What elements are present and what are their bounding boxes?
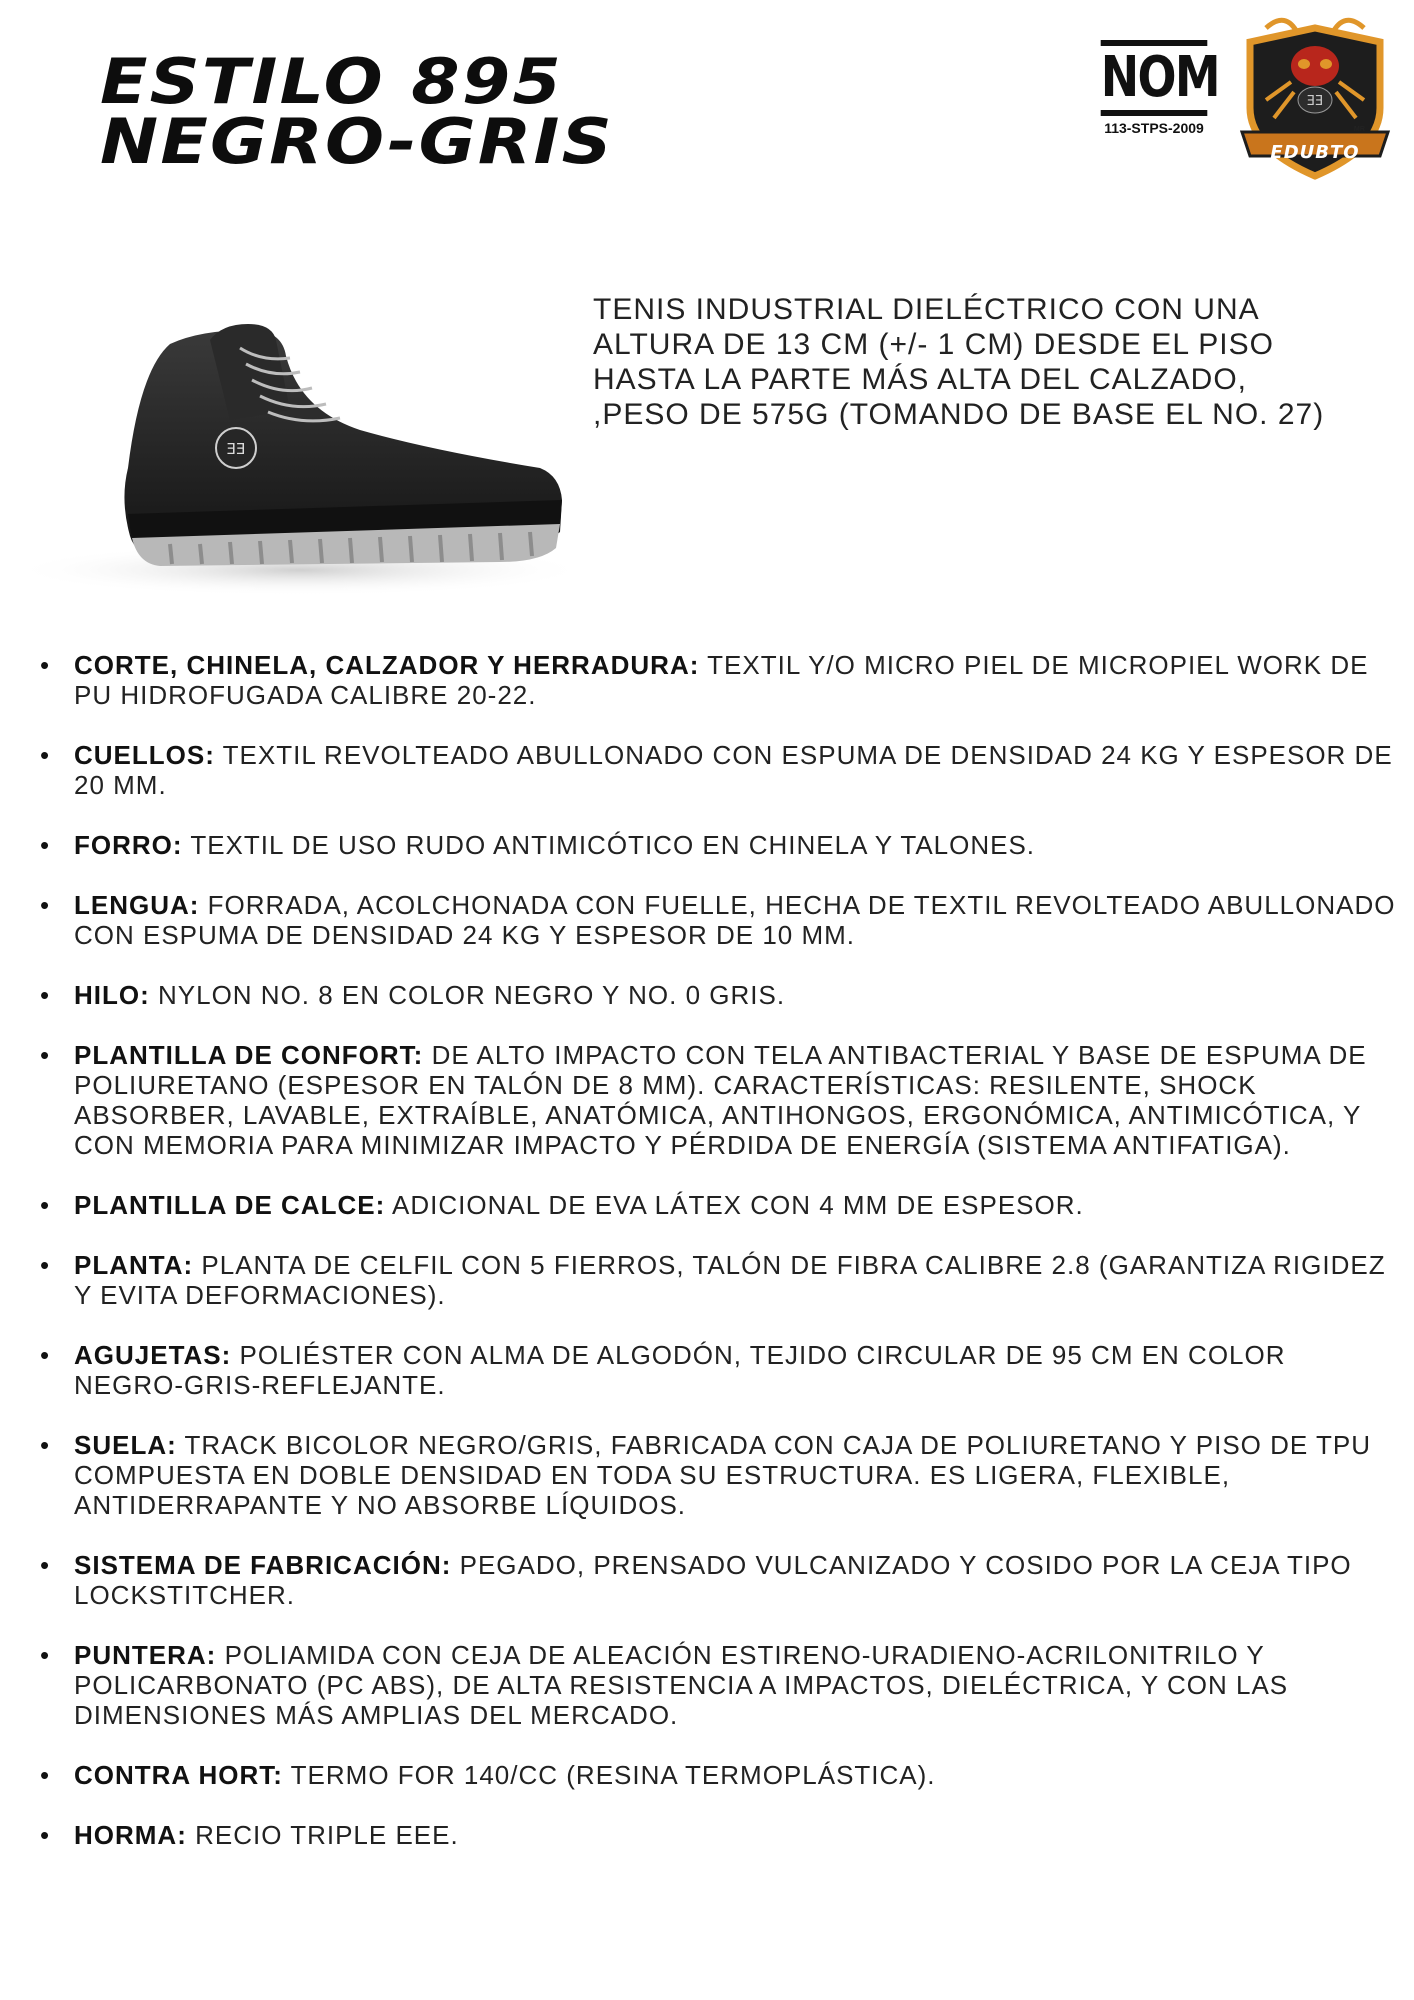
spec-label: SUELA: — [74, 1430, 177, 1460]
spec-list — [36, 650, 1396, 1880]
spec-item — [36, 1550, 1396, 1610]
spec-text: ADICIONAL DE EVA LÁTEX CON 4 MM DE ESPESOR. — [392, 1190, 1084, 1220]
brand-logo — [1236, 8, 1394, 184]
spec-label: SISTEMA DE FABRICACIÓN: — [74, 1550, 452, 1580]
bullet-icon: • — [40, 1250, 51, 1280]
bullet-icon: • — [40, 650, 51, 680]
spec-item — [36, 1430, 1396, 1520]
bullet-icon: • — [40, 740, 51, 770]
spec-label: PLANTA: — [74, 1250, 194, 1280]
spec-label: PLANTILLA DE CALCE: — [74, 1190, 386, 1220]
spec-text: TERMO FOR 140/CC (RESINA TERMOPLÁSTICA). — [290, 1760, 936, 1790]
spec-label: PUNTERA: — [74, 1640, 217, 1670]
spec-label: CONTRA HORT: — [74, 1760, 283, 1790]
spec-item — [36, 1760, 1396, 1790]
spec-text: POLIÉSTER CON ALMA DE ALGODÓN, TEJIDO CIRCULAR DE 95 CM EN COLOR NEGRO-GRIS-REFLEJANTE. — [74, 1340, 1286, 1400]
spec-text: POLIAMIDA CON CEJA DE ALEACIÓN ESTIRENO-URADIENO-ACRILONITRILO Y POLICARBONATO (PC ABS), DE ALTA RESISTENCIA A IMPACTOS, DIELÉCTRICA, Y CON LAS DIMENSIONES MÁS AMPLIAS DEL MERCADO. — [74, 1640, 1289, 1730]
bullet-icon: • — [40, 1640, 51, 1670]
spec-text: RECIO TRIPLE EEE. — [195, 1820, 459, 1850]
bullet-icon: • — [40, 890, 51, 920]
spec-text: FORRADA, ACOLCHONADA CON FUELLE, HECHA DE TEXTIL REVOLTEADO ABULLONADO CON ESPUMA DE DENSIDAD 24 KG Y ESPESOR DE 10 MM. — [74, 890, 1396, 950]
spec-label: AGUJETAS: — [74, 1340, 232, 1370]
page-title — [100, 45, 614, 178]
spec-text: DE ALTO IMPACTO CON TELA ANTIBACTERIAL Y BASE DE ESPUMA DE POLIURETANO (ESPESOR EN TALÓN DE 8 MM). CARACTERÍSTICAS: RESILENTE, SHOCK ABSORBER, LAVABLE, EXTRAÍBLE, ANATÓMICA, ANTIHONGOS, ERGONÓMICA, ANTIMICÓTICA, Y CON MEMORIA PARA MINIMIZAR IMPACTO Y PÉRDIDA DE ENERGÍA (SISTEMA ANTIFATIGA). — [74, 1040, 1367, 1160]
title-line-color: NEGRO-GRIS — [100, 105, 614, 178]
bullet-icon: • — [40, 1040, 51, 1070]
spec-text: NYLON NO. 8 EN COLOR NEGRO Y NO. 0 GRIS. — [158, 980, 786, 1010]
nom-label: NOM — [1101, 40, 1208, 116]
spec-label: PLANTILLA DE CONFORT: — [74, 1040, 424, 1070]
spec-text: TEXTIL Y/O MICRO PIEL DE MICROPIEL WORK DE PU HIDROFUGADA CALIBRE 20-22. — [74, 650, 1369, 710]
product-description: TENIS INDUSTRIAL DIELÉCTRICO CON UNA ALTURA DE 13 CM (+/- 1 CM) DESDE EL PISO HASTA LA PARTE MÁS ALTA DEL CALZADO, ,PESO DE 575G (TOMANDO DE BASE EL NO. 27) — [593, 293, 1325, 431]
spec-item — [36, 740, 1396, 800]
bullet-icon: • — [40, 1190, 51, 1220]
title-line-model: ESTILO 895 — [100, 45, 563, 118]
spec-text: TRACK BICOLOR NEGRO/GRIS, FABRICADA CON CAJA DE POLIURETANO Y PISO DE TPU COMPUESTA EN DOBLE DENSIDAD EN TODA SU ESTRUCTURA. ES LIGERA, FLEXIBLE, ANTIDERRAPANTE Y NO ABSORBE LÍQUIDOS. — [74, 1430, 1371, 1520]
safety-sneaker-photo-icon — [0, 300, 580, 600]
brand-registered-mark: MR — [1354, 126, 1365, 133]
spec-label: CUELLOS: — [74, 740, 215, 770]
spec-item — [36, 830, 1396, 860]
svg-text:ƎƎ: ƎƎ — [1306, 94, 1324, 109]
spec-label: HILO: — [74, 980, 150, 1010]
spec-item — [36, 1250, 1396, 1310]
spec-item — [36, 1640, 1396, 1730]
spec-item — [36, 1340, 1396, 1400]
spec-label: FORRO: — [74, 830, 183, 860]
nom-certification-logo — [1092, 40, 1219, 136]
spec-item — [36, 980, 1396, 1010]
spec-item — [36, 1820, 1396, 1850]
bullet-icon: • — [40, 1760, 51, 1790]
spec-text: TEXTIL DE USO RUDO ANTIMICÓTICO EN CHINELA Y TALONES. — [190, 830, 1036, 860]
spec-item — [36, 1040, 1396, 1160]
bullet-icon: • — [40, 830, 51, 860]
spec-text: PLANTA DE CELFIL CON 5 FIERROS, TALÓN DE FIBRA CALIBRE 2.8 (GARANTIZA RIGIDEZ Y EVITA DEFORMACIONES). — [74, 1250, 1386, 1310]
bullet-icon: • — [40, 1340, 51, 1370]
brand-name: EDUBTO — [1270, 142, 1360, 163]
product-image — [0, 300, 580, 600]
spec-item — [36, 1190, 1396, 1220]
spec-label: HORMA: — [74, 1820, 187, 1850]
spec-item — [36, 650, 1396, 710]
nom-code: 113-STPS-2009 — [1104, 120, 1204, 136]
spec-label: LENGUA: — [74, 890, 200, 920]
spec-item — [36, 890, 1396, 950]
spec-text: TEXTIL REVOLTEADO ABULLONADO CON ESPUMA DE DENSIDAD 24 KG Y ESPESOR DE 20 MM. — [74, 740, 1393, 800]
spec-text: PEGADO, PRENSADO VULCANIZADO Y COSIDO POR LA CEJA TIPO LOCKSTITCHER. — [74, 1550, 1352, 1610]
spec-label: CORTE, CHINELA, CALZADOR Y HERRADURA: — [74, 650, 700, 680]
bullet-icon: • — [40, 1820, 51, 1850]
bullet-icon: • — [40, 1430, 51, 1460]
svg-text:ƎƎ: ƎƎ — [226, 440, 246, 458]
bullet-icon: • — [40, 980, 51, 1010]
bullet-icon: • — [40, 1550, 51, 1580]
